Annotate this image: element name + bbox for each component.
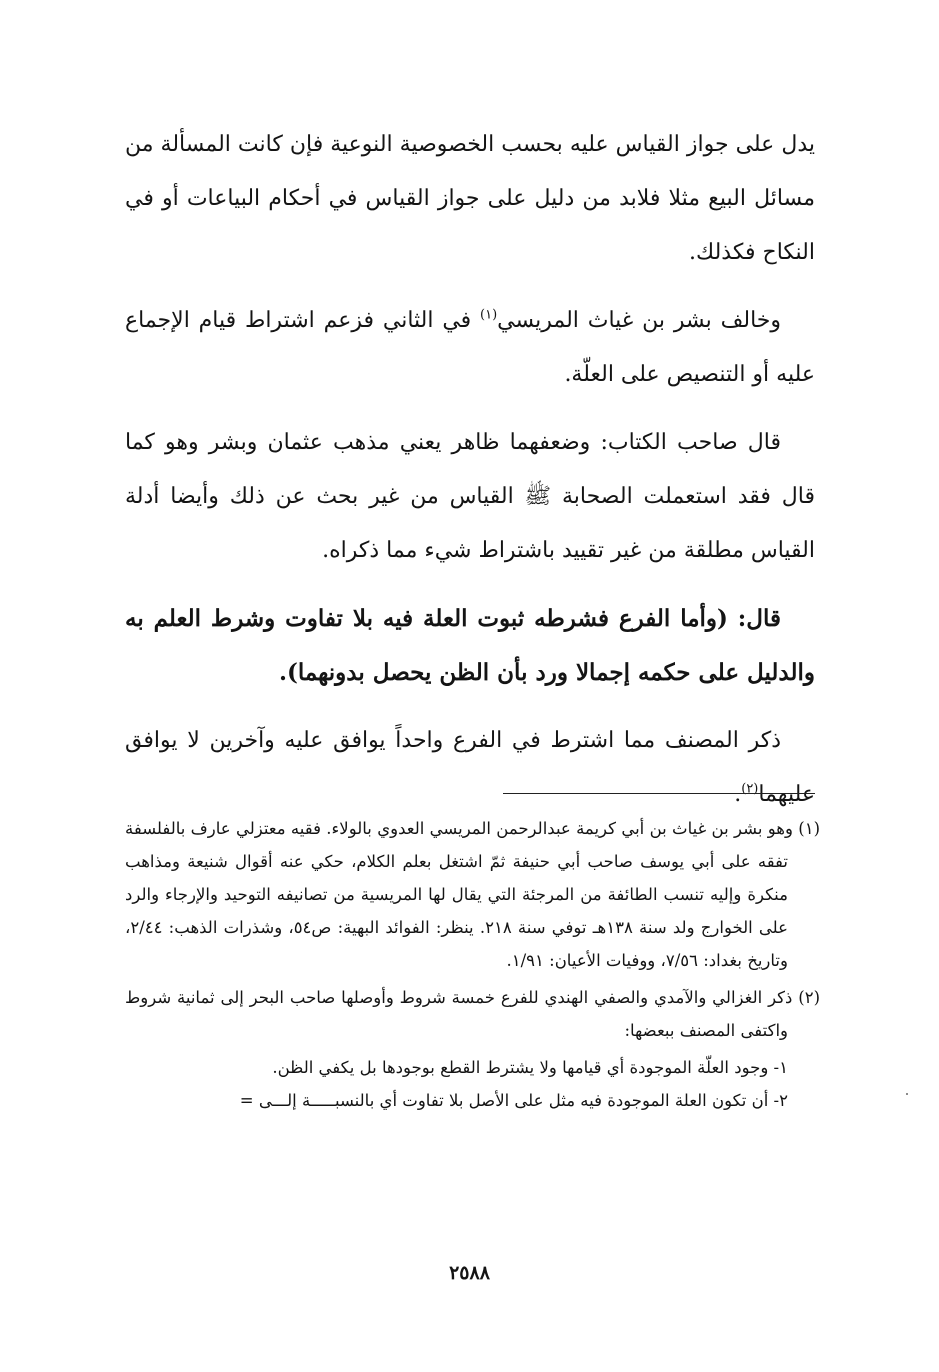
paragraph-2-text-continued: في الثاني فزعم اشتراط قيام الإجماع عليه أو التنصيص على العلّة. bbox=[125, 308, 815, 387]
footnote-1 bbox=[125, 812, 820, 977]
footnote-reference-1[interactable]: (١) bbox=[480, 307, 498, 323]
paragraph-5-text-continued: . bbox=[734, 782, 742, 807]
footnote-1-marker: (١) bbox=[798, 819, 820, 838]
page-number: ٢٥٨٨ bbox=[449, 1262, 490, 1284]
footnote-2-text: ذكر الغزالي والآمدي والصفي الهندي للفرع خمسة شروط وأوصلها صاحب البحر إلى ثمانية شروط واكتفى المصنف ببعضها: bbox=[125, 988, 793, 1040]
footnote-2-item-1: ١- وجود العلّة الموجودة أي قيامها ولا يشترط القطع بوجودها بل يكفي الظن. bbox=[272, 1058, 788, 1077]
footnote-2-marker: (٢) bbox=[798, 988, 820, 1007]
paragraph-5-text: ذكر المصنف مما اشترط في الفرع واحداً يوافق عليه وآخرين لا يوافق عليهما bbox=[125, 728, 815, 807]
footnote-separator bbox=[503, 793, 815, 794]
footnote-2-item-2: ٢- أن تكون العلة الموجودة فيه مثل على الأصل بلا تفاوت أي بالنسبـــــة إلـــى = bbox=[239, 1091, 788, 1110]
scan-speck bbox=[906, 1093, 908, 1095]
main-text bbox=[125, 118, 815, 836]
paragraph-2 bbox=[125, 294, 815, 402]
footnote-2 bbox=[125, 981, 820, 1047]
footnote-1-text: وهو بشر بن غياث بن أبي كريمة عبدالرحمن المريسي العدوي بالولاء. فقيه معتزلي عارف بالفلسفة تفقه على أبي يوسف صاحب أبي حنيفة ثمّ اشتغل بعلم الكلام، حكي عنه أقوال شنيعة ومذاهب منكرة وإليه تنسب الطائفة من المرجئة التي يقال لها المريسية من تصانيفه التوحيد والإرجاء والرد على الخوارج ولد سنة ١٣٨هـ توفي سنة ٢١٨. ينظر: الفوائد البهية: ص٥٤، وشذرات الذهب: ٢/٤٤، وتاريخ بغداد: ٧/٥٦، ووفيات الأعيان: ١/٩١. bbox=[125, 819, 793, 970]
quoted-text-paragraph: قال: (وأما الفرع فشرطه ثبوت العلة فيه بلا تفاوت وشرط العلم به والدليل على حكمه إجمالا ورد بأن الظن يحصل بدونهما). bbox=[125, 605, 815, 686]
paragraph-5 bbox=[125, 714, 815, 822]
paragraph-3: قال صاحب الكتاب: وضعفهما ظاهر يعني مذهب عثمان وبشر وهو كما قال فقد استعملت الصحابة ﷺ القياس من غير بحث عن ذلك وأيضا أدلة القياس مطلقة من غير تقييد باشتراط شيء مما ذكراه. bbox=[125, 430, 815, 563]
paragraph-2-text: وخالف بشر بن غياث المريسي bbox=[497, 308, 782, 333]
paragraph-1: يدل على جواز القياس عليه بحسب الخصوصية النوعية فإن كانت المسألة من مسائل البيع مثلا فلابد من دليل على جواز القياس في أحكام البياعات أو في النكاح فكذلك. bbox=[125, 132, 815, 265]
footnotes bbox=[125, 812, 820, 1117]
footnote-reference-2[interactable]: (٢) bbox=[741, 781, 759, 797]
